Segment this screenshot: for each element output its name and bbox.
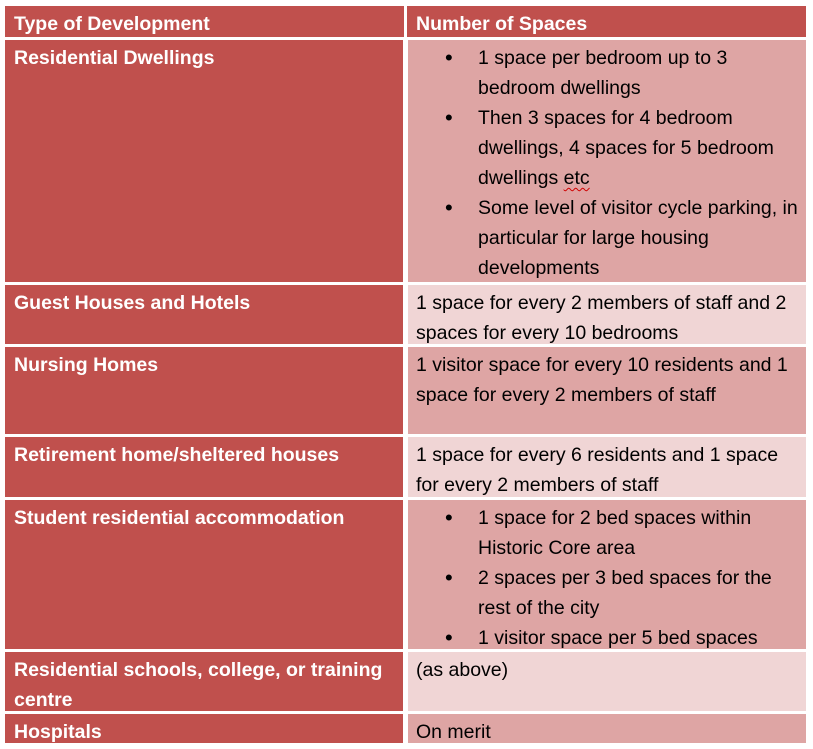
row-spaces: 1 space for every 2 members of staff and 2 spaces for every 10 bedrooms <box>408 285 806 344</box>
bullet-list <box>416 43 806 283</box>
table-row <box>5 347 806 434</box>
list-item-text: Then 3 spaces for 4 bedroom dwellings, 4 spaces for 5 bedroom dwellings <box>478 107 774 189</box>
table-row <box>5 40 806 282</box>
row-spaces <box>408 500 806 649</box>
parking-standards-table <box>5 6 806 743</box>
row-spaces: 1 space for every 6 residents and 1 space for every 2 members of staff <box>408 437 806 497</box>
table-row <box>5 714 806 743</box>
table-row <box>5 437 806 497</box>
spellcheck-flagged-word: etc <box>563 167 590 189</box>
row-type: Student residential accommodation <box>5 500 403 649</box>
row-type: Residential Dwellings <box>5 40 403 282</box>
header-number-of-spaces: Number of Spaces <box>407 6 806 37</box>
list-item: • 1 visitor space per 5 bed spaces <box>478 623 806 653</box>
table-row <box>5 652 806 711</box>
list-item: • 1 space per bedroom up to 3 bedroom dwellings <box>478 43 806 103</box>
header-row <box>5 6 806 37</box>
list-item: • 1 space for 2 bed spaces within Historic Core area <box>478 503 806 563</box>
bullet-list <box>416 503 806 653</box>
list-item: • Some level of visitor cycle parking, in particular for large housing developments <box>478 193 806 283</box>
row-spaces: (as above) <box>408 652 806 711</box>
row-type: Retirement home/sheltered houses <box>5 437 403 497</box>
table-row <box>5 285 806 344</box>
row-spaces <box>408 40 806 282</box>
row-spaces: 1 visitor space for every 10 residents and 1 space for every 2 members of staff <box>408 347 806 434</box>
row-type: Nursing Homes <box>5 347 403 434</box>
header-type-of-development: Type of Development <box>5 6 404 37</box>
list-item: • 2 spaces per 3 bed spaces for the rest of the city <box>478 563 806 623</box>
table-row <box>5 500 806 649</box>
row-spaces: On merit <box>408 714 806 743</box>
row-type: Residential schools, college, or training centre <box>5 652 403 711</box>
row-type: Hospitals <box>5 714 403 743</box>
list-item <box>478 103 806 193</box>
row-type: Guest Houses and Hotels <box>5 285 403 344</box>
